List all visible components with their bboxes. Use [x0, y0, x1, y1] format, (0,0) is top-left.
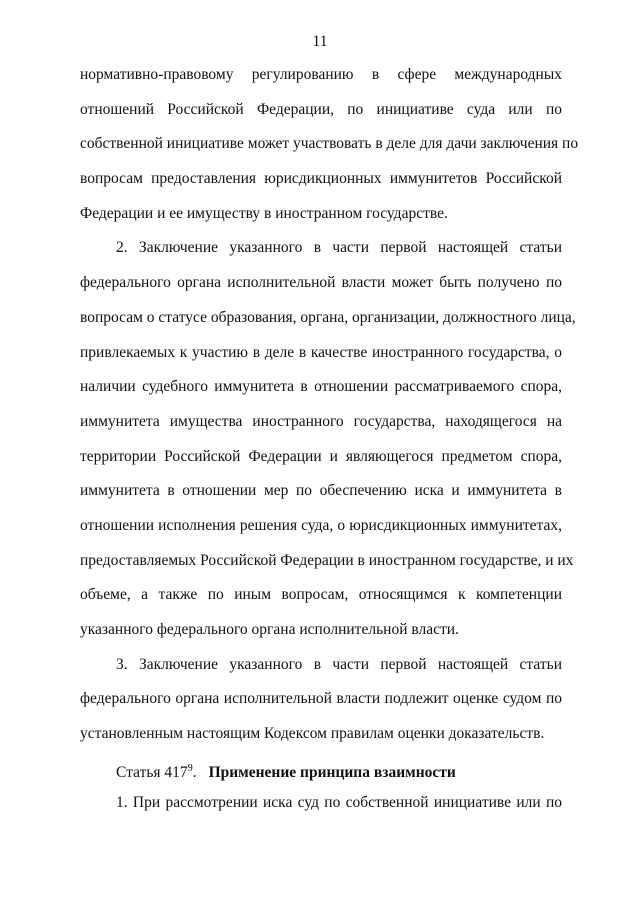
page-number: 11 — [312, 33, 328, 50]
text-line: 3. Заключение указанного в части первой настоящей статьи — [116, 655, 562, 673]
paragraph-1 — [80, 58, 579, 231]
text-line: иммунитета имущества иностранного государства, находящегося на — [80, 412, 562, 430]
text-line: объеме, а также по иным вопросам, относящимся к компетенции — [80, 586, 562, 604]
text-line: федерального органа исполнительной власти подлежит оценке судом по — [80, 690, 562, 708]
paragraph-3 — [80, 648, 562, 752]
text-line: вопросам предоставления юрисдикционных иммунитетов Российской — [80, 170, 562, 188]
text-line: федерального органа исполнительной власти может быть получено по — [80, 274, 562, 292]
paragraph-4 — [80, 786, 562, 821]
text-line: привлекаемых к участию в деле в качестве иностранного государства, о — [80, 343, 562, 361]
article-title: Применение принципа взаимности — [208, 763, 456, 781]
article-number-suffix: . — [192, 763, 197, 781]
text-line: вопросам о статусе образования, органа, организации, должностного лица, — [80, 308, 576, 326]
text-line: отношений Российской Федерации, по инициативе суда или по — [80, 100, 562, 118]
text-line: 2. Заключение указанного в части первой настоящей статьи — [116, 239, 562, 257]
article-number: Статья 417 — [116, 763, 188, 781]
text-line: предоставляемых Российской Федерации в иностранном государстве, и их — [80, 551, 574, 569]
text-line: нормативно-правовому регулированию в сфере международных — [80, 66, 562, 83]
paragraph-2 — [80, 231, 576, 647]
text-line: Федерации и ее имуществу в иностранном государстве. — [80, 204, 448, 222]
document-body — [80, 58, 579, 821]
text-line: территории Российской Федерации и являющегося предметом спора, — [80, 447, 562, 465]
article-number-superscript: 9 — [187, 762, 193, 774]
text-line: отношении исполнения решения суда, о юрисдикционных иммунитетах, — [80, 516, 562, 534]
text-line: собственной инициативе может участвовать в деле для дачи заключения по — [80, 135, 579, 153]
text-line: иммунитета в отношении мер по обеспечению иска и иммунитета в — [80, 482, 562, 500]
text-line: установленным настоящим Кодексом правилам оценки доказательств. — [80, 725, 545, 743]
text-line: наличии судебного иммунитета в отношении рассматриваемого спора, — [80, 378, 562, 396]
article-heading — [80, 752, 562, 787]
text-line: 1. При рассмотрении иска суд по собственной инициативе или по — [116, 794, 562, 812]
text-line: указанного федерального органа исполнительной власти. — [80, 621, 459, 638]
